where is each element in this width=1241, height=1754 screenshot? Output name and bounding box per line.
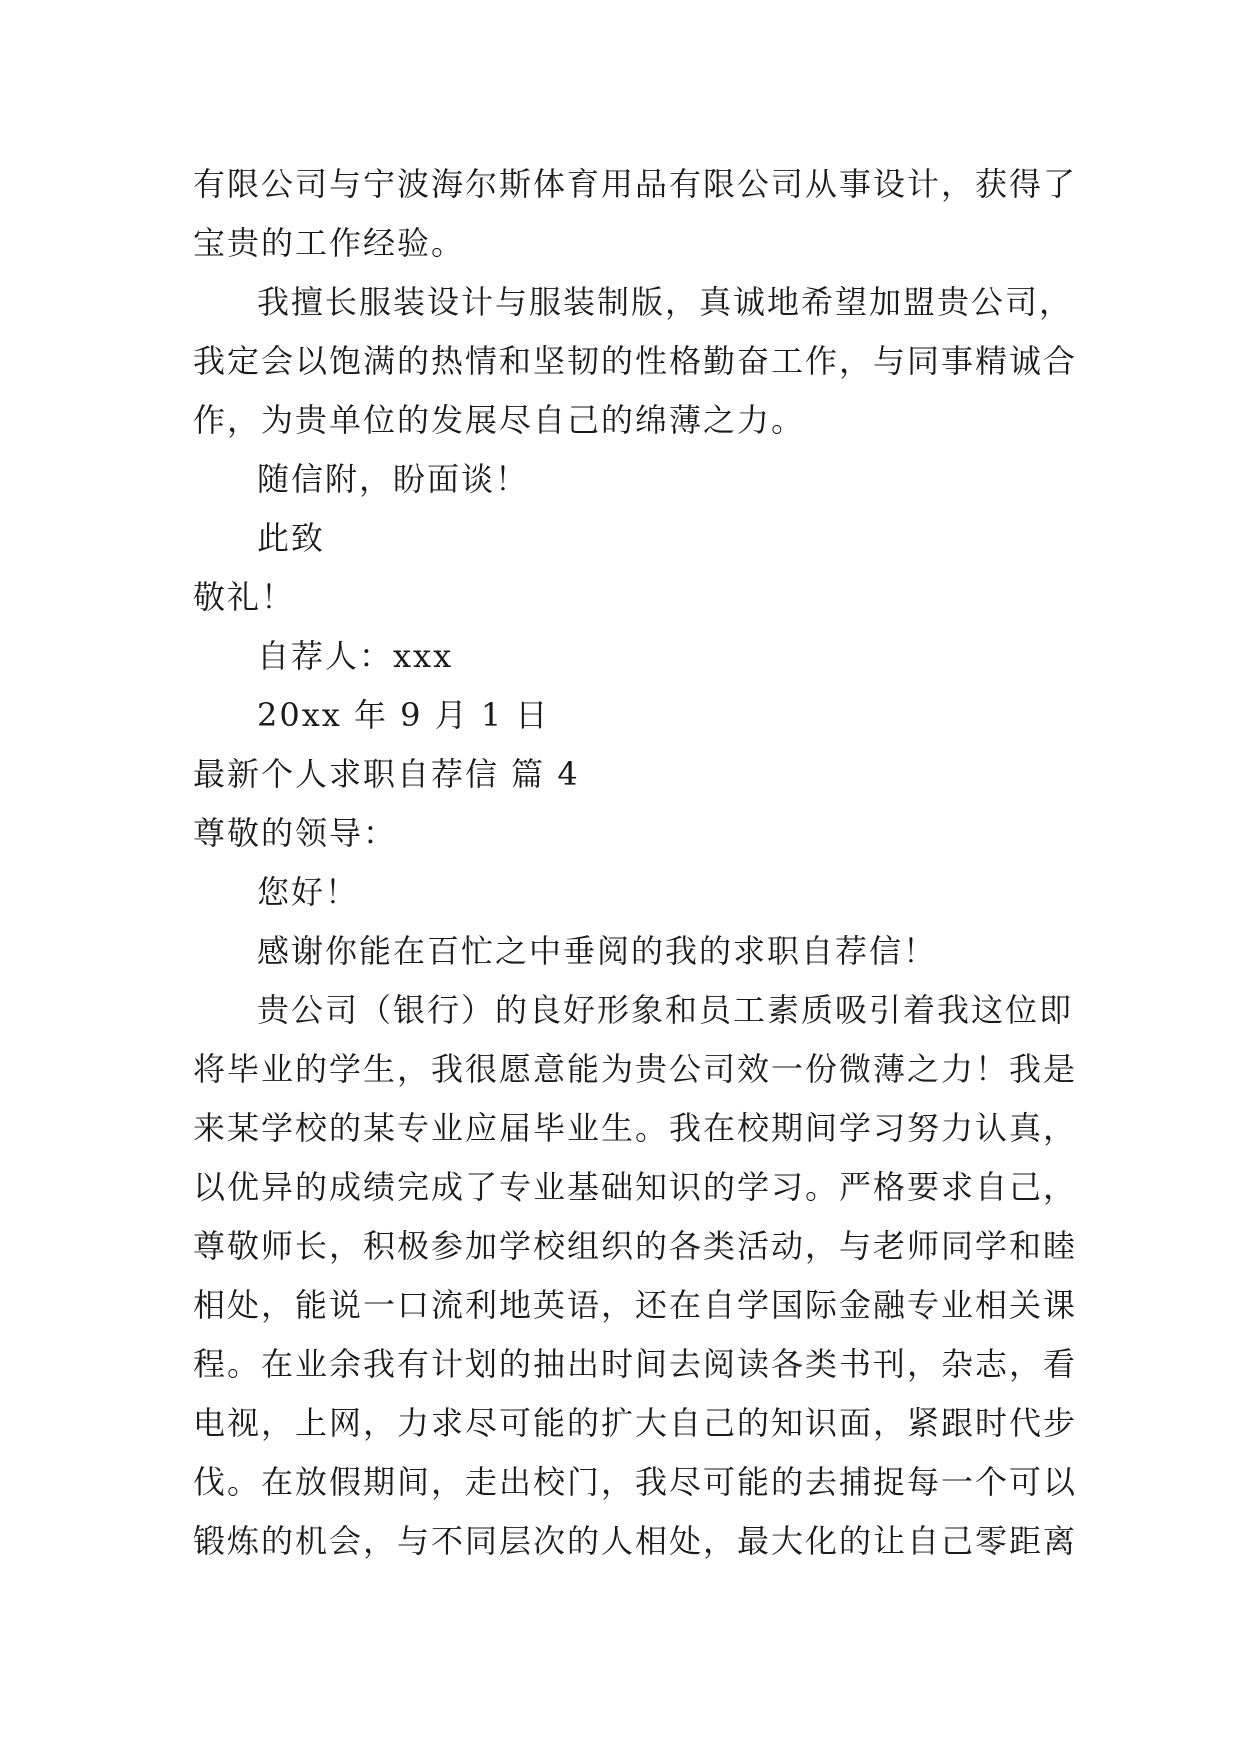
- text-line: 宝贵的工作经验。: [193, 224, 466, 262]
- date-line: 20xx 年 9 月 1 日: [257, 696, 550, 734]
- text-line: 以优异的成绩完成了专业基础知识的学习。严格要求自己，: [193, 1168, 1078, 1206]
- text-line: 此致: [257, 519, 326, 557]
- text-line: 相处，能说一口流利地英语，还在自学国际金融专业相关课: [193, 1286, 1078, 1324]
- document-body: [193, 155, 1078, 1571]
- text-line: 感谢你能在百忙之中垂阅的我的求职自荐信！: [257, 932, 938, 970]
- text-line: 有限公司与宁波海尔斯体育用品有限公司从事设计，获得了: [193, 165, 1078, 203]
- text-line: 随信附，盼面谈！: [257, 460, 530, 498]
- salutation: 尊敬的领导：: [193, 814, 398, 852]
- text-line: 您好！: [257, 873, 360, 911]
- text-line: 将毕业的学生，我很愿意能为贵公司效一份微薄之力！我是: [193, 1050, 1078, 1088]
- text-line: 敬礼！: [193, 578, 296, 616]
- text-line: 我定会以饱满的热情和坚韧的性格勤奋工作，与同事精诚合: [193, 342, 1078, 380]
- section-title: 最新个人求职自荐信 篇 4: [193, 755, 580, 793]
- text-line: 伐。在放假期间，走出校门，我尽可能的去捕捉每一个可以: [193, 1463, 1078, 1501]
- text-line: 我擅长服装设计与服装制版，真诚地希望加盟贵公司，: [257, 283, 1074, 321]
- text-line: 程。在业余我有计划的抽出时间去阅读各类书刊，杂志，看: [193, 1345, 1078, 1383]
- text-line: 来某学校的某专业应届毕业生。我在校期间学习努力认真，: [193, 1109, 1078, 1147]
- text-line: 作，为贵单位的发展尽自己的绵薄之力。: [193, 401, 806, 439]
- text-line: 锻炼的机会，与不同层次的人相处，最大化的让自己零距离: [193, 1522, 1078, 1560]
- text-line: 尊敬师长，积极参加学校组织的各类活动，与老师同学和睦: [193, 1227, 1078, 1265]
- text-line: 贵公司（银行）的良好形象和员工素质吸引着我这位即: [257, 991, 1074, 1029]
- signature-line: 自荐人：xxx: [257, 637, 454, 675]
- text-line: 电视，上网，力求尽可能的扩大自己的知识面，紧跟时代步: [193, 1404, 1078, 1442]
